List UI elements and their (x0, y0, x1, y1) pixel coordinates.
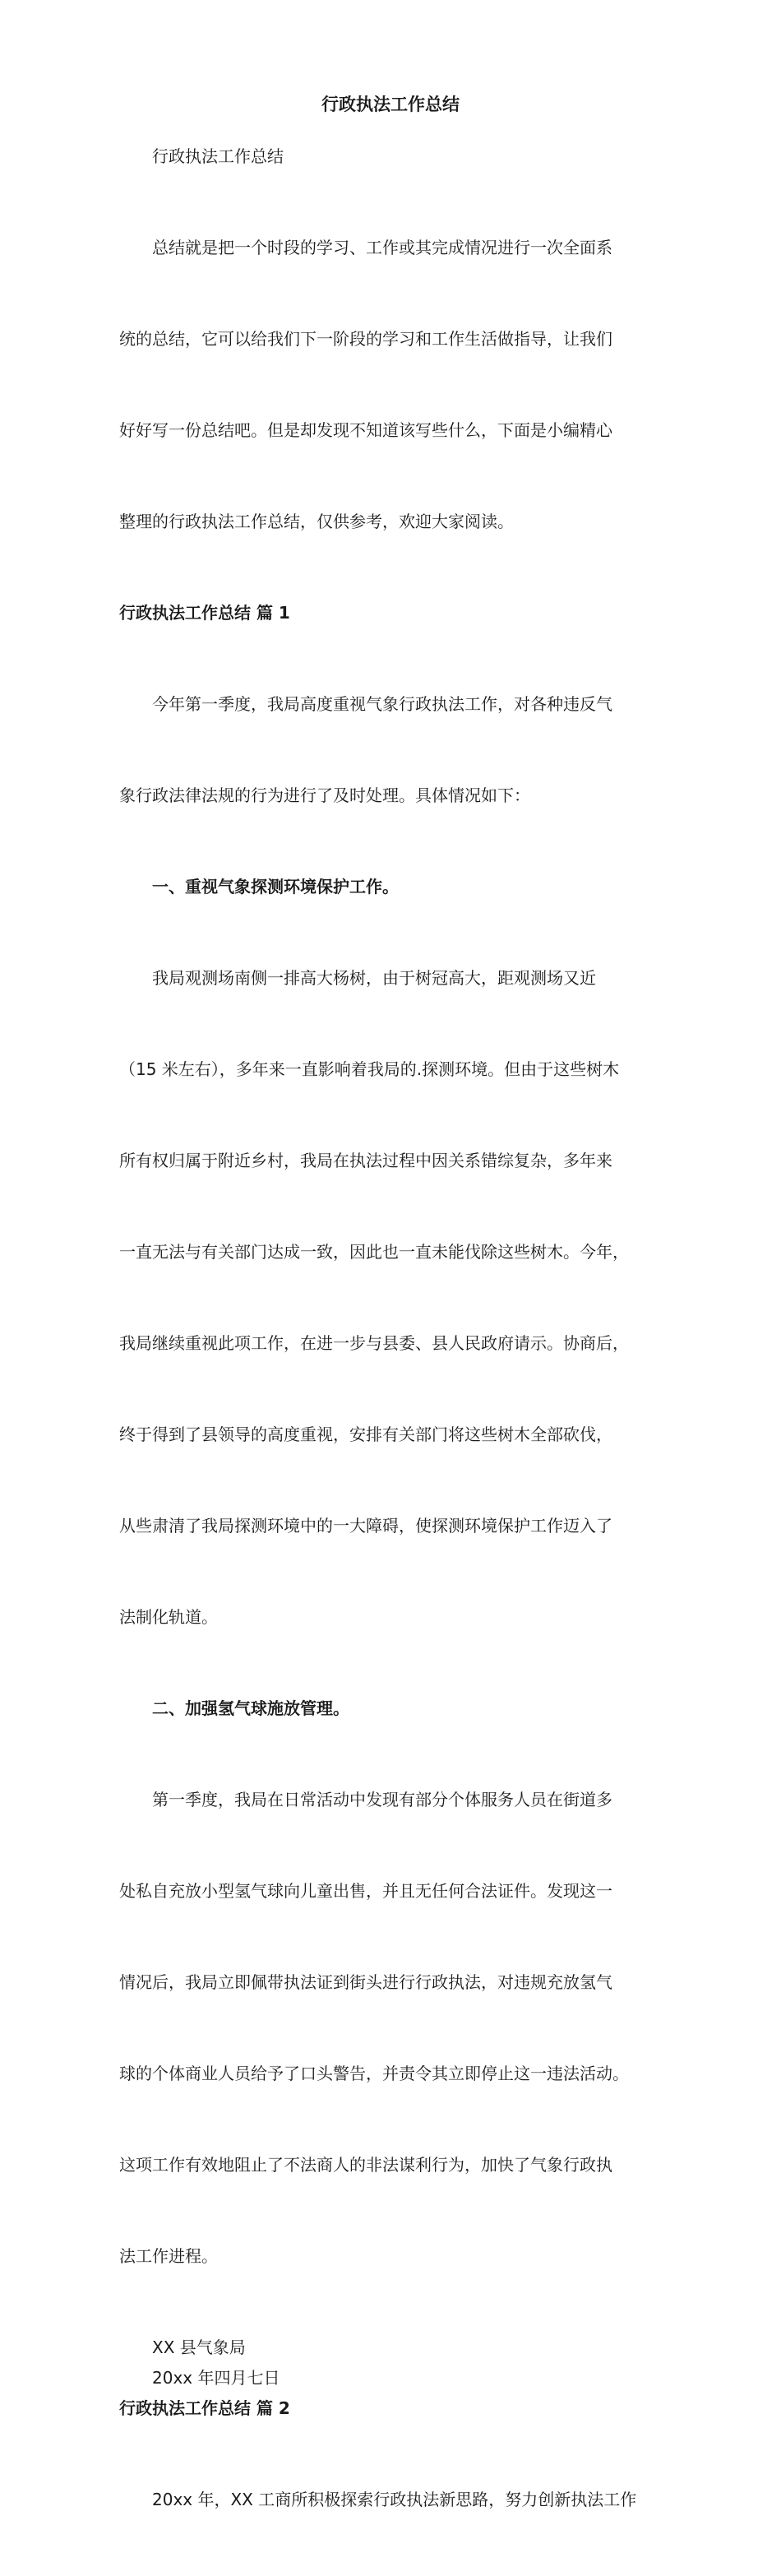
paragraph-line: 法工作进程。 (119, 2246, 218, 2266)
paragraph-line: 情况后，我局立即佩带执法证到街头进行行政执法，对违规充放氢气 (119, 1972, 612, 1992)
paragraph-line: 处私自充放小型氢气球向儿童出售，并且无任何合法证件。发现这一 (119, 1881, 612, 1901)
paragraph-line: 所有权归属于附近乡村，我局在执法过程中因关系错综复杂，多年来 (119, 1151, 612, 1170)
paragraph-line: 法制化轨道。 (119, 1607, 218, 1627)
section-1-heading: 行政执法工作总结 篇 1 (119, 603, 290, 623)
section-1-paragraph-2 (119, 902, 678, 1693)
intro-heading: 行政执法工作总结 (152, 146, 284, 166)
section-1-date: 20xx 年四月七日 (152, 2368, 280, 2388)
paragraph-line: 球的个体商业人员给予了口头警告，并责令其立即停止这一违法活动。 (119, 2064, 629, 2083)
paragraph-line: 象行政法律法规的行为进行了及时处理。具体情况如下： (119, 785, 530, 805)
section-2-paragraph-1 (119, 2424, 678, 2576)
paragraph-line: 我局观测场南侧一排高大杨树，由于树冠高大，距观测场又近 (152, 968, 596, 988)
intro-line: 统的总结，它可以给我们下一阶段的学习和工作生活做指导，让我们 (119, 329, 612, 349)
paragraph-line: 20xx 年，XX 工商所积极探索行政执法新思路，努力创新执法工作 (152, 2490, 637, 2509)
paragraph-line: 一直无法与有关部门达成一致，因此也一直未能伐除这些树木。今年， (119, 1242, 629, 1262)
section-1-paragraph-1 (119, 628, 678, 872)
section-1-subheading-1: 一、重视气象探测环境保护工作。 (152, 877, 399, 897)
paragraph-line: 今年第一季度，我局高度重视气象行政执法工作，对各种违反气 (152, 694, 612, 714)
section-2-heading: 行政执法工作总结 篇 2 (119, 2398, 290, 2418)
paragraph-line: 第一季度，我局在日常活动中发现有部分个体服务人员在街道多 (152, 1790, 612, 1809)
paragraph-line: 终于得到了县领导的高度重视，安排有关部门将这些树木全部砍伐， (119, 1425, 612, 1444)
section-1-paragraph-3 (119, 1724, 678, 2333)
intro-line: 整理的行政执法工作总结，仅供参考，欢迎大家阅读。 (119, 512, 514, 531)
document-body (119, 141, 678, 2576)
paragraph-line: （15 米左右），多年来一直影响着我局的.探测环境。但由于这些树木 (119, 1059, 620, 1079)
section-1-signature: XX 县气象局 (152, 2337, 246, 2357)
paragraph-line: 从些肃清了我局探测环境中的一大障碍，使探测环境保护工作迈入了 (119, 1516, 612, 1536)
document-title: 行政执法工作总结 (321, 95, 460, 114)
intro-line: 总结就是把一个时段的学习、工作或其完成情况进行一次全面系 (152, 238, 612, 257)
intro-line: 好好写一份总结吧。但是却发现不知道该写些什么，下面是小编精心 (119, 420, 612, 440)
paragraph-line: 这项工作有效地阻止了不法商人的非法谋利行为，加快了气象行政执 (119, 2155, 612, 2175)
intro-paragraph (119, 172, 678, 598)
paragraph-line: 我局继续重视此项工作，在进一步与县委、县人民政府请示。协商后， (119, 1333, 629, 1353)
section-1-subheading-2: 二、加强氢气球施放管理。 (152, 1698, 349, 1718)
